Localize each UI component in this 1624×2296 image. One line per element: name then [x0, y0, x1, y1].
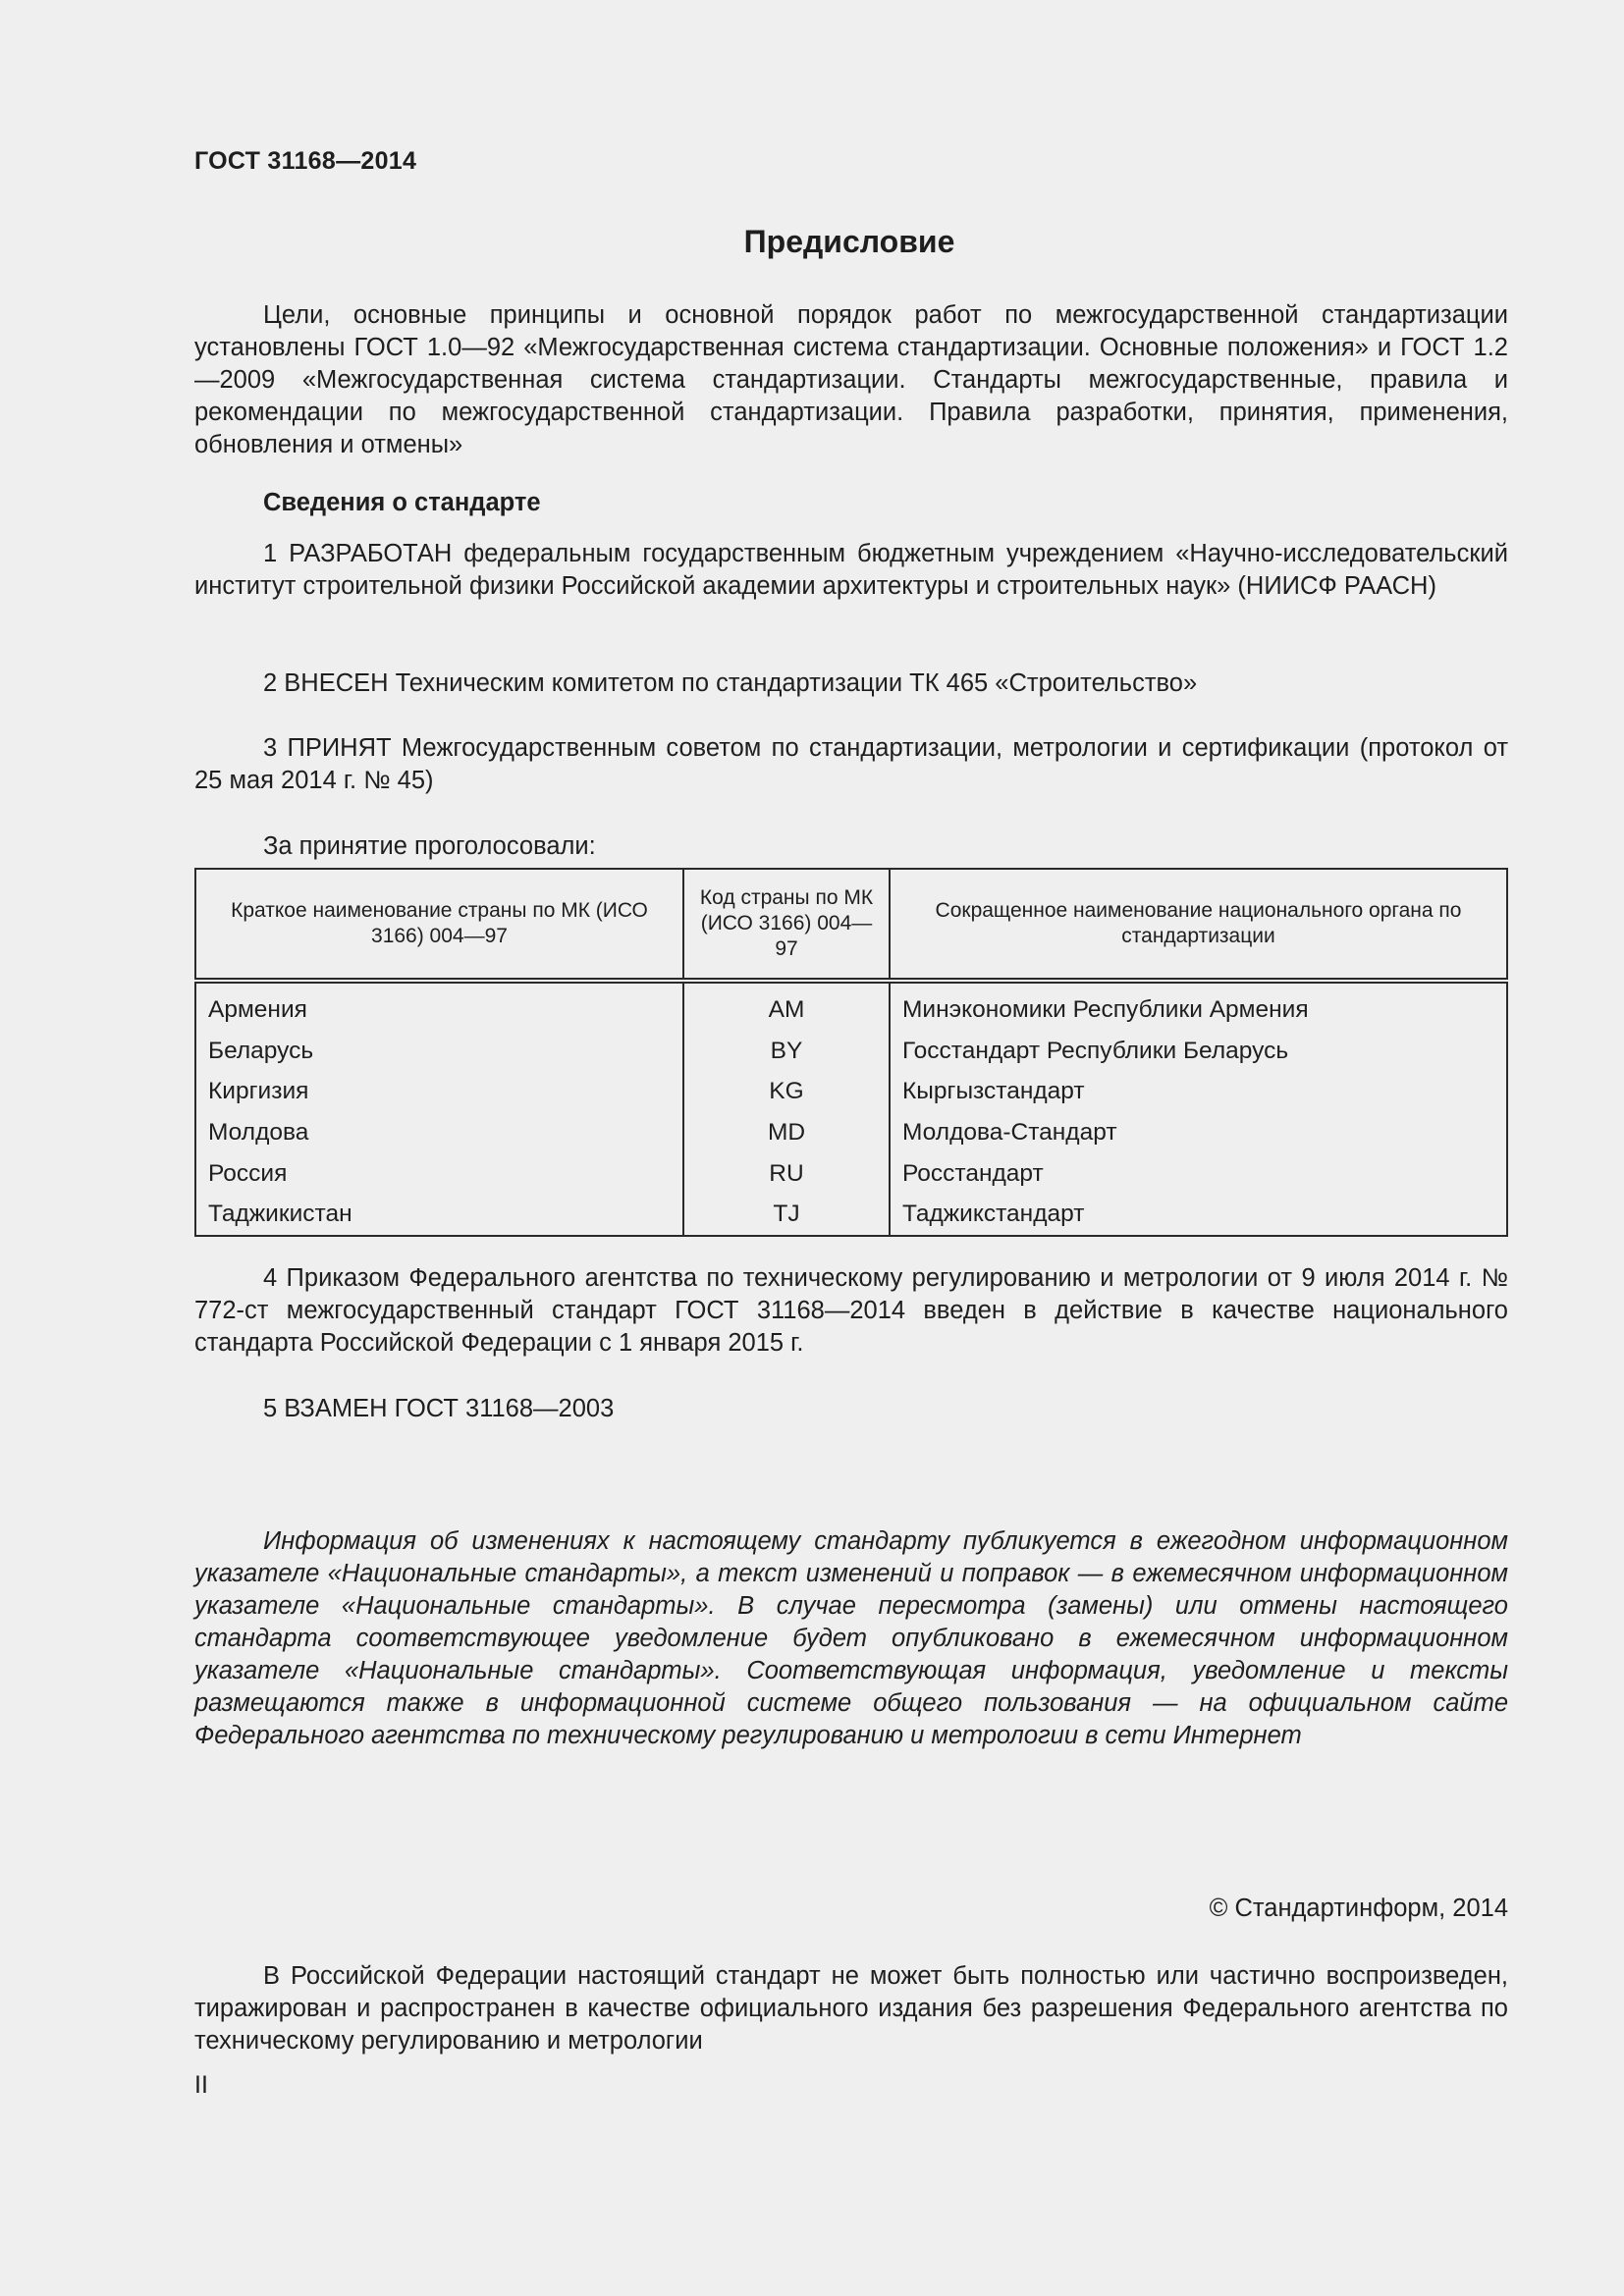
voting-table [194, 868, 1508, 1237]
table-row [195, 1194, 1507, 1236]
info-heading: Сведения о стандарте [263, 489, 541, 516]
cell-code: MD [683, 1112, 890, 1153]
rights-notice: В Российской Федерации настоящий стандарт не может быть полностью или частично воспроизведен, тиражирован и распространен в качестве официального издания без разрешения Федерального агентства по техническому регулированию и метрологии [194, 1962, 1508, 2055]
item-replaces: 5 ВЗАМЕН ГОСТ 31168—2003 [263, 1395, 615, 1422]
table-row [195, 1071, 1507, 1112]
cell-code: KG [683, 1071, 890, 1112]
item-submitted: 2 ВНЕСЕН Техническим комитетом по стандартизации ТК 465 «Строительство» [263, 669, 1198, 697]
changes-notice: Информация об изменениях к настоящему стандарту публикуется в ежегодном информационном указателе «Национальные стандарты», а текст изменений и поправок — в ежемесячном информационном указателе «Национальные стандарты». В случае пересмотра (замены) или отмены настоящего стандарта соответствующее уведомление будет опубликовано в ежемесячном информационном указателе «Национальные стандарты». Соответствующая информация, уведомление и тексты размещаются также в информационной системе общего пользования — на официальном сайте Федерального агентства по техническому регулированию и метрологии в сети Интернет [194, 1527, 1508, 1749]
cell-body: Таджикстандарт [890, 1194, 1507, 1236]
cell-body: Росстандарт [890, 1153, 1507, 1195]
header-code: Код страны по МК (ИСО 3166) 004—97 [683, 869, 890, 981]
table-row [195, 981, 1507, 1031]
intro-paragraph: Цели, основные принципы и основной порядок работ по межгосударственной стандартизации установлены ГОСТ 1.0—92 «Межгосударственная система стандартизации. Основные положения» и ГОСТ 1.2—2009 «Межгосударственная система стандартизации. Стандарты межгосударственные, правила и рекомендации по межгосударственной стандартизации. Правила разработки, принятия, применения, обновления и отмены» [194, 301, 1508, 458]
header-body: Сокращенное наименование национального органа по стандартизации [890, 869, 1507, 981]
cell-body: Молдова-Стандарт [890, 1112, 1507, 1153]
table-row [195, 1112, 1507, 1153]
cell-body: Кыргызстандарт [890, 1071, 1507, 1112]
item-enacted: 4 Приказом Федерального агентства по техническому регулированию и метрологии от 9 июля 2014 г. № 772-ст межгосударственный стандарт ГОСТ 31168—2014 введен в действие в качестве национального стандарта Российской Федерации с 1 января 2015 г. [194, 1264, 1508, 1357]
page-title: Предисловие [743, 224, 955, 259]
cell-code: BY [683, 1031, 890, 1072]
copyright: © Стандартинформ, 2014 [1209, 1895, 1508, 1922]
vote-label: За принятие проголосовали: [263, 832, 596, 860]
document-code: ГОСТ 31168—2014 [194, 147, 417, 175]
cell-country: Таджикистан [195, 1194, 683, 1236]
cell-body: Минэкономики Республики Армения [890, 981, 1507, 1031]
table-row [195, 1031, 1507, 1072]
header-country: Краткое наименование страны по МК (ИСО 3166) 004—97 [195, 869, 683, 981]
cell-country: Беларусь [195, 1031, 683, 1072]
cell-code: TJ [683, 1194, 890, 1236]
table-row [195, 1153, 1507, 1195]
page-number: II [194, 2071, 208, 2099]
table-header-row [195, 869, 1507, 981]
item-adopted: 3 ПРИНЯТ Межгосударственным советом по стандартизации, метрологии и сертификации (протокол от 25 мая 2014 г. № 45) [194, 734, 1508, 794]
cell-country: Киргизия [195, 1071, 683, 1112]
item-developed: 1 РАЗРАБОТАН федеральным государственным бюджетным учреждением «Научно-исследовательский институт строительной физики Российской академии архитектуры и строительных наук» (НИИСФ РААСН) [194, 540, 1508, 600]
cell-country: Армения [195, 981, 683, 1031]
cell-country: Россия [195, 1153, 683, 1195]
cell-code: RU [683, 1153, 890, 1195]
cell-country: Молдова [195, 1112, 683, 1153]
cell-code: AM [683, 981, 890, 1031]
cell-body: Госстандарт Республики Беларусь [890, 1031, 1507, 1072]
